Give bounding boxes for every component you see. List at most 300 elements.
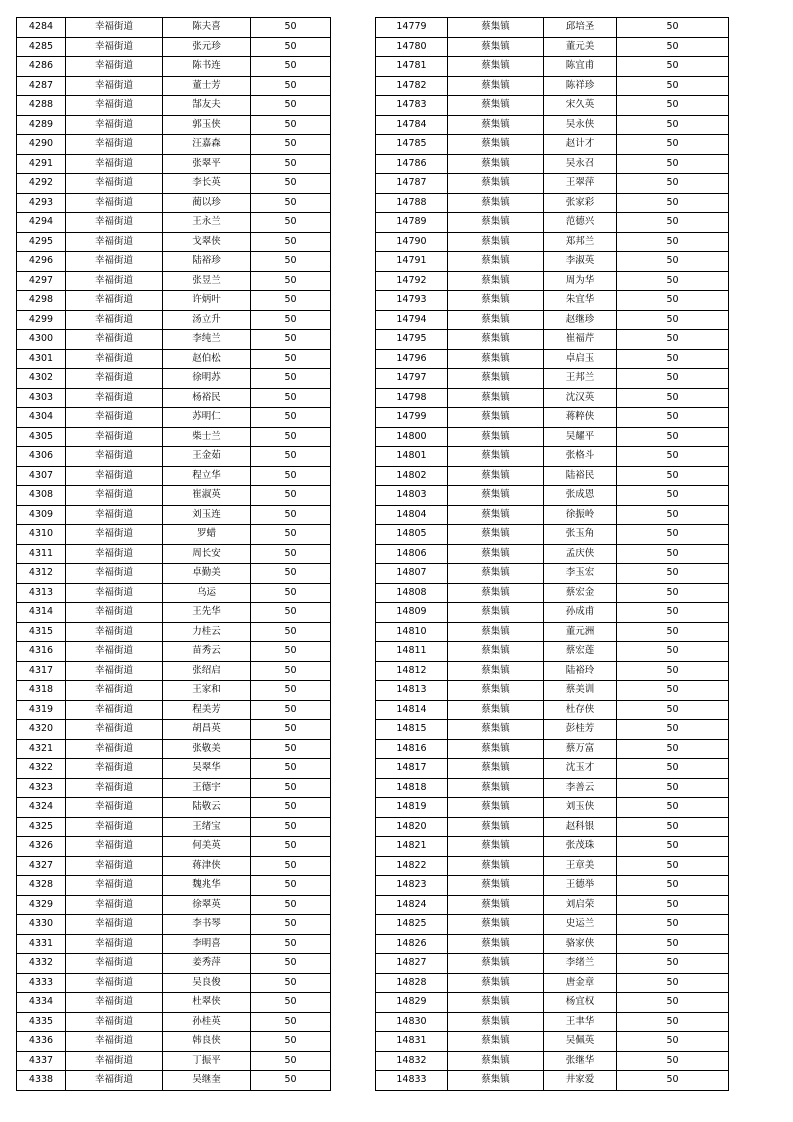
amount-cell: 50 bbox=[617, 856, 729, 876]
name-cell: 刘玉连 bbox=[163, 505, 251, 525]
amount-cell: 50 bbox=[617, 505, 729, 525]
amount-cell: 50 bbox=[617, 642, 729, 662]
region-cell: 蔡集镇 bbox=[448, 895, 544, 915]
index-cell: 14814 bbox=[376, 700, 448, 720]
table-row bbox=[17, 349, 331, 369]
region-cell: 幸福街道 bbox=[66, 700, 163, 720]
name-cell: 胡昌英 bbox=[163, 720, 251, 740]
right-table-body bbox=[376, 18, 729, 1091]
region-cell: 蔡集镇 bbox=[448, 310, 544, 330]
region-cell: 蔡集镇 bbox=[448, 681, 544, 701]
amount-cell: 50 bbox=[251, 154, 331, 174]
table-row bbox=[17, 1032, 331, 1052]
index-cell: 14787 bbox=[376, 174, 448, 194]
table-row bbox=[376, 700, 729, 720]
name-cell: 吴耀平 bbox=[544, 427, 617, 447]
table-row bbox=[376, 349, 729, 369]
amount-cell: 50 bbox=[251, 1012, 331, 1032]
region-cell: 蔡集镇 bbox=[448, 291, 544, 311]
name-cell: 沈玉才 bbox=[544, 759, 617, 779]
name-cell: 郜友夫 bbox=[163, 96, 251, 116]
region-cell: 幸福街道 bbox=[66, 798, 163, 818]
amount-cell: 50 bbox=[251, 700, 331, 720]
region-cell: 蔡集镇 bbox=[448, 759, 544, 779]
region-cell: 幸福街道 bbox=[66, 349, 163, 369]
table-row bbox=[17, 876, 331, 896]
region-cell: 幸福街道 bbox=[66, 603, 163, 623]
region-cell: 幸福街道 bbox=[66, 1032, 163, 1052]
region-cell: 蔡集镇 bbox=[448, 525, 544, 545]
name-cell: 杨裕民 bbox=[163, 388, 251, 408]
name-cell: 乌运 bbox=[163, 583, 251, 603]
index-cell: 4297 bbox=[17, 271, 66, 291]
index-cell: 14811 bbox=[376, 642, 448, 662]
amount-cell: 50 bbox=[251, 174, 331, 194]
table-row bbox=[17, 622, 331, 642]
name-cell: 郭玉侠 bbox=[163, 115, 251, 135]
amount-cell: 50 bbox=[617, 57, 729, 77]
table-row bbox=[17, 388, 331, 408]
region-cell: 幸福街道 bbox=[66, 1012, 163, 1032]
amount-cell: 50 bbox=[251, 1051, 331, 1071]
amount-cell: 50 bbox=[251, 135, 331, 155]
region-cell: 幸福街道 bbox=[66, 505, 163, 525]
region-cell: 幸福街道 bbox=[66, 174, 163, 194]
table-row bbox=[17, 759, 331, 779]
name-cell: 赵继珍 bbox=[544, 310, 617, 330]
name-cell: 杨宜权 bbox=[544, 993, 617, 1013]
amount-cell: 50 bbox=[617, 837, 729, 857]
index-cell: 14783 bbox=[376, 96, 448, 116]
table-row bbox=[376, 154, 729, 174]
amount-cell: 50 bbox=[617, 76, 729, 96]
table-row bbox=[17, 973, 331, 993]
region-cell: 幸福街道 bbox=[66, 408, 163, 428]
right-roster-table bbox=[375, 17, 729, 1091]
region-cell: 蔡集镇 bbox=[448, 817, 544, 837]
amount-cell: 50 bbox=[251, 213, 331, 233]
amount-cell: 50 bbox=[251, 1032, 331, 1052]
name-cell: 陈书连 bbox=[163, 57, 251, 77]
table-row bbox=[17, 778, 331, 798]
name-cell: 蔡宏莲 bbox=[544, 642, 617, 662]
index-cell: 14828 bbox=[376, 973, 448, 993]
region-cell: 幸福街道 bbox=[66, 583, 163, 603]
amount-cell: 50 bbox=[617, 544, 729, 564]
index-cell: 4335 bbox=[17, 1012, 66, 1032]
index-cell: 14813 bbox=[376, 681, 448, 701]
name-cell: 王绪宝 bbox=[163, 817, 251, 837]
index-cell: 4331 bbox=[17, 934, 66, 954]
name-cell: 刘启荣 bbox=[544, 895, 617, 915]
index-cell: 14782 bbox=[376, 76, 448, 96]
index-cell: 14792 bbox=[376, 271, 448, 291]
amount-cell: 50 bbox=[251, 954, 331, 974]
amount-cell: 50 bbox=[251, 96, 331, 116]
index-cell: 14812 bbox=[376, 661, 448, 681]
name-cell: 王翠萍 bbox=[544, 174, 617, 194]
name-cell: 许炳叶 bbox=[163, 291, 251, 311]
name-cell: 赵科银 bbox=[544, 817, 617, 837]
amount-cell: 50 bbox=[251, 739, 331, 759]
region-cell: 幸福街道 bbox=[66, 915, 163, 935]
table-row bbox=[17, 505, 331, 525]
amount-cell: 50 bbox=[251, 349, 331, 369]
region-cell: 幸福街道 bbox=[66, 427, 163, 447]
index-cell: 4326 bbox=[17, 837, 66, 857]
index-cell: 14823 bbox=[376, 876, 448, 896]
region-cell: 幸福街道 bbox=[66, 642, 163, 662]
table-row bbox=[17, 76, 331, 96]
index-cell: 4313 bbox=[17, 583, 66, 603]
table-row bbox=[17, 486, 331, 506]
region-cell: 蔡集镇 bbox=[448, 993, 544, 1013]
name-cell: 力桂云 bbox=[163, 622, 251, 642]
region-cell: 蔡集镇 bbox=[448, 622, 544, 642]
table-row bbox=[376, 18, 729, 38]
index-cell: 4320 bbox=[17, 720, 66, 740]
region-cell: 蔡集镇 bbox=[448, 232, 544, 252]
region-cell: 幸福街道 bbox=[66, 388, 163, 408]
table-row bbox=[17, 915, 331, 935]
name-cell: 蒋粹侠 bbox=[544, 408, 617, 428]
region-cell: 幸福街道 bbox=[66, 466, 163, 486]
table-row bbox=[17, 700, 331, 720]
region-cell: 蔡集镇 bbox=[448, 466, 544, 486]
region-cell: 蔡集镇 bbox=[448, 37, 544, 57]
amount-cell: 50 bbox=[617, 817, 729, 837]
name-cell: 赵计才 bbox=[544, 135, 617, 155]
index-cell: 4303 bbox=[17, 388, 66, 408]
region-cell: 幸福街道 bbox=[66, 544, 163, 564]
name-cell: 崔福芹 bbox=[544, 330, 617, 350]
name-cell: 井家爱 bbox=[544, 1071, 617, 1091]
name-cell: 程美芳 bbox=[163, 700, 251, 720]
index-cell: 14801 bbox=[376, 447, 448, 467]
region-cell: 幸福街道 bbox=[66, 759, 163, 779]
region-cell: 蔡集镇 bbox=[448, 934, 544, 954]
region-cell: 蔡集镇 bbox=[448, 856, 544, 876]
table-row bbox=[17, 271, 331, 291]
table-row bbox=[17, 895, 331, 915]
amount-cell: 50 bbox=[251, 895, 331, 915]
region-cell: 幸福街道 bbox=[66, 18, 163, 38]
index-cell: 14796 bbox=[376, 349, 448, 369]
table-row bbox=[17, 154, 331, 174]
region-cell: 幸福街道 bbox=[66, 778, 163, 798]
name-cell: 蔡宏金 bbox=[544, 583, 617, 603]
name-cell: 陆敬云 bbox=[163, 798, 251, 818]
table-row bbox=[376, 76, 729, 96]
index-cell: 4314 bbox=[17, 603, 66, 623]
table-row bbox=[17, 798, 331, 818]
region-cell: 蔡集镇 bbox=[448, 915, 544, 935]
index-cell: 4292 bbox=[17, 174, 66, 194]
table-row bbox=[376, 1012, 729, 1032]
region-cell: 幸福街道 bbox=[66, 1051, 163, 1071]
index-cell: 4299 bbox=[17, 310, 66, 330]
index-cell: 4336 bbox=[17, 1032, 66, 1052]
table-row bbox=[376, 681, 729, 701]
table-row bbox=[376, 115, 729, 135]
name-cell: 董元美 bbox=[544, 37, 617, 57]
name-cell: 王邦兰 bbox=[544, 369, 617, 389]
index-cell: 14830 bbox=[376, 1012, 448, 1032]
table-row bbox=[376, 661, 729, 681]
amount-cell: 50 bbox=[617, 798, 729, 818]
region-cell: 幸福街道 bbox=[66, 993, 163, 1013]
name-cell: 吴佩英 bbox=[544, 1032, 617, 1052]
table-row bbox=[376, 1051, 729, 1071]
index-cell: 4306 bbox=[17, 447, 66, 467]
amount-cell: 50 bbox=[617, 486, 729, 506]
amount-cell: 50 bbox=[617, 388, 729, 408]
table-row bbox=[17, 661, 331, 681]
region-cell: 幸福街道 bbox=[66, 739, 163, 759]
region-cell: 幸福街道 bbox=[66, 76, 163, 96]
name-cell: 张敬美 bbox=[163, 739, 251, 759]
index-cell: 14818 bbox=[376, 778, 448, 798]
region-cell: 蔡集镇 bbox=[448, 330, 544, 350]
table-row bbox=[376, 408, 729, 428]
region-cell: 幸福街道 bbox=[66, 310, 163, 330]
table-row bbox=[17, 642, 331, 662]
index-cell: 14826 bbox=[376, 934, 448, 954]
region-cell: 蔡集镇 bbox=[448, 271, 544, 291]
amount-cell: 50 bbox=[251, 661, 331, 681]
table-row bbox=[376, 642, 729, 662]
region-cell: 蔡集镇 bbox=[448, 213, 544, 233]
index-cell: 14780 bbox=[376, 37, 448, 57]
table-row bbox=[17, 18, 331, 38]
region-cell: 蔡集镇 bbox=[448, 193, 544, 213]
amount-cell: 50 bbox=[617, 1051, 729, 1071]
amount-cell: 50 bbox=[617, 876, 729, 896]
table-row bbox=[376, 193, 729, 213]
amount-cell: 50 bbox=[617, 466, 729, 486]
table-row bbox=[376, 759, 729, 779]
index-cell: 14804 bbox=[376, 505, 448, 525]
region-cell: 蔡集镇 bbox=[448, 135, 544, 155]
name-cell: 周长安 bbox=[163, 544, 251, 564]
index-cell: 4295 bbox=[17, 232, 66, 252]
table-row bbox=[376, 37, 729, 57]
amount-cell: 50 bbox=[617, 525, 729, 545]
amount-cell: 50 bbox=[251, 252, 331, 272]
region-cell: 幸福街道 bbox=[66, 973, 163, 993]
name-cell: 李明喜 bbox=[163, 934, 251, 954]
region-cell: 幸福街道 bbox=[66, 856, 163, 876]
index-cell: 4296 bbox=[17, 252, 66, 272]
table-row bbox=[17, 934, 331, 954]
name-cell: 王先华 bbox=[163, 603, 251, 623]
table-row bbox=[376, 388, 729, 408]
table-row bbox=[376, 96, 729, 116]
table-row bbox=[376, 1032, 729, 1052]
amount-cell: 50 bbox=[617, 622, 729, 642]
table-row bbox=[17, 466, 331, 486]
amount-cell: 50 bbox=[617, 700, 729, 720]
name-cell: 陈宜甫 bbox=[544, 57, 617, 77]
index-cell: 4287 bbox=[17, 76, 66, 96]
index-cell: 4318 bbox=[17, 681, 66, 701]
name-cell: 孟庆侠 bbox=[544, 544, 617, 564]
amount-cell: 50 bbox=[251, 427, 331, 447]
amount-cell: 50 bbox=[617, 720, 729, 740]
region-cell: 蔡集镇 bbox=[448, 544, 544, 564]
name-cell: 卓勤美 bbox=[163, 564, 251, 584]
left-table-body bbox=[17, 18, 331, 1091]
index-cell: 4316 bbox=[17, 642, 66, 662]
name-cell: 姜秀萍 bbox=[163, 954, 251, 974]
region-cell: 蔡集镇 bbox=[448, 778, 544, 798]
amount-cell: 50 bbox=[617, 369, 729, 389]
index-cell: 4327 bbox=[17, 856, 66, 876]
index-cell: 14815 bbox=[376, 720, 448, 740]
region-cell: 幸福街道 bbox=[66, 661, 163, 681]
amount-cell: 50 bbox=[251, 759, 331, 779]
index-cell: 14824 bbox=[376, 895, 448, 915]
name-cell: 孙成甫 bbox=[544, 603, 617, 623]
amount-cell: 50 bbox=[617, 174, 729, 194]
amount-cell: 50 bbox=[617, 37, 729, 57]
amount-cell: 50 bbox=[617, 934, 729, 954]
table-row bbox=[376, 330, 729, 350]
table-row bbox=[376, 603, 729, 623]
name-cell: 张昱兰 bbox=[163, 271, 251, 291]
index-cell: 4323 bbox=[17, 778, 66, 798]
table-row bbox=[17, 856, 331, 876]
left-roster-table bbox=[16, 17, 331, 1091]
name-cell: 朱宜华 bbox=[544, 291, 617, 311]
name-cell: 张茂珠 bbox=[544, 837, 617, 857]
region-cell: 蔡集镇 bbox=[448, 973, 544, 993]
index-cell: 4337 bbox=[17, 1051, 66, 1071]
table-row bbox=[376, 954, 729, 974]
amount-cell: 50 bbox=[617, 681, 729, 701]
amount-cell: 50 bbox=[251, 642, 331, 662]
index-cell: 4293 bbox=[17, 193, 66, 213]
table-row bbox=[376, 505, 729, 525]
amount-cell: 50 bbox=[617, 973, 729, 993]
index-cell: 4285 bbox=[17, 37, 66, 57]
name-cell: 丁振平 bbox=[163, 1051, 251, 1071]
name-cell: 孙桂英 bbox=[163, 1012, 251, 1032]
region-cell: 幸福街道 bbox=[66, 954, 163, 974]
index-cell: 14784 bbox=[376, 115, 448, 135]
index-cell: 14829 bbox=[376, 993, 448, 1013]
table-row bbox=[376, 817, 729, 837]
index-cell: 14833 bbox=[376, 1071, 448, 1091]
index-cell: 4289 bbox=[17, 115, 66, 135]
index-cell: 14809 bbox=[376, 603, 448, 623]
region-cell: 蔡集镇 bbox=[448, 76, 544, 96]
amount-cell: 50 bbox=[251, 447, 331, 467]
table-row bbox=[376, 291, 729, 311]
amount-cell: 50 bbox=[251, 583, 331, 603]
region-cell: 蔡集镇 bbox=[448, 252, 544, 272]
amount-cell: 50 bbox=[251, 486, 331, 506]
amount-cell: 50 bbox=[251, 603, 331, 623]
table-row bbox=[17, 57, 331, 77]
name-cell: 吴继奎 bbox=[163, 1071, 251, 1091]
index-cell: 14785 bbox=[376, 135, 448, 155]
amount-cell: 50 bbox=[251, 798, 331, 818]
region-cell: 蔡集镇 bbox=[448, 447, 544, 467]
region-cell: 蔡集镇 bbox=[448, 505, 544, 525]
table-row bbox=[17, 174, 331, 194]
name-cell: 汤立升 bbox=[163, 310, 251, 330]
table-row bbox=[17, 720, 331, 740]
region-cell: 蔡集镇 bbox=[448, 18, 544, 38]
index-cell: 14799 bbox=[376, 408, 448, 428]
region-cell: 蔡集镇 bbox=[448, 798, 544, 818]
amount-cell: 50 bbox=[617, 603, 729, 623]
amount-cell: 50 bbox=[251, 57, 331, 77]
amount-cell: 50 bbox=[617, 993, 729, 1013]
index-cell: 14825 bbox=[376, 915, 448, 935]
table-row bbox=[376, 525, 729, 545]
region-cell: 幸福街道 bbox=[66, 837, 163, 857]
amount-cell: 50 bbox=[251, 388, 331, 408]
amount-cell: 50 bbox=[617, 1071, 729, 1091]
amount-cell: 50 bbox=[251, 544, 331, 564]
table-row bbox=[376, 135, 729, 155]
region-cell: 幸福街道 bbox=[66, 57, 163, 77]
region-cell: 幸福街道 bbox=[66, 447, 163, 467]
amount-cell: 50 bbox=[251, 310, 331, 330]
index-cell: 14821 bbox=[376, 837, 448, 857]
amount-cell: 50 bbox=[617, 135, 729, 155]
table-row bbox=[17, 739, 331, 759]
index-cell: 4334 bbox=[17, 993, 66, 1013]
name-cell: 吴良俊 bbox=[163, 973, 251, 993]
amount-cell: 50 bbox=[617, 96, 729, 116]
index-cell: 14788 bbox=[376, 193, 448, 213]
name-cell: 张格斗 bbox=[544, 447, 617, 467]
name-cell: 陆裕珍 bbox=[163, 252, 251, 272]
index-cell: 4298 bbox=[17, 291, 66, 311]
index-cell: 14819 bbox=[376, 798, 448, 818]
name-cell: 蔺以珍 bbox=[163, 193, 251, 213]
table-row bbox=[376, 934, 729, 954]
name-cell: 王章美 bbox=[544, 856, 617, 876]
name-cell: 刘玉侠 bbox=[544, 798, 617, 818]
index-cell: 4312 bbox=[17, 564, 66, 584]
table-row bbox=[376, 973, 729, 993]
table-row bbox=[376, 798, 729, 818]
region-cell: 蔡集镇 bbox=[448, 408, 544, 428]
table-row bbox=[376, 310, 729, 330]
amount-cell: 50 bbox=[617, 154, 729, 174]
index-cell: 4325 bbox=[17, 817, 66, 837]
name-cell: 蔡万富 bbox=[544, 739, 617, 759]
region-cell: 蔡集镇 bbox=[448, 603, 544, 623]
table-row bbox=[376, 778, 729, 798]
index-cell: 4288 bbox=[17, 96, 66, 116]
table-row bbox=[376, 174, 729, 194]
amount-cell: 50 bbox=[617, 564, 729, 584]
region-cell: 幸福街道 bbox=[66, 252, 163, 272]
amount-cell: 50 bbox=[251, 408, 331, 428]
index-cell: 14807 bbox=[376, 564, 448, 584]
index-cell: 14789 bbox=[376, 213, 448, 233]
amount-cell: 50 bbox=[617, 18, 729, 38]
name-cell: 王德宇 bbox=[163, 778, 251, 798]
amount-cell: 50 bbox=[617, 291, 729, 311]
amount-cell: 50 bbox=[251, 115, 331, 135]
table-row bbox=[17, 817, 331, 837]
